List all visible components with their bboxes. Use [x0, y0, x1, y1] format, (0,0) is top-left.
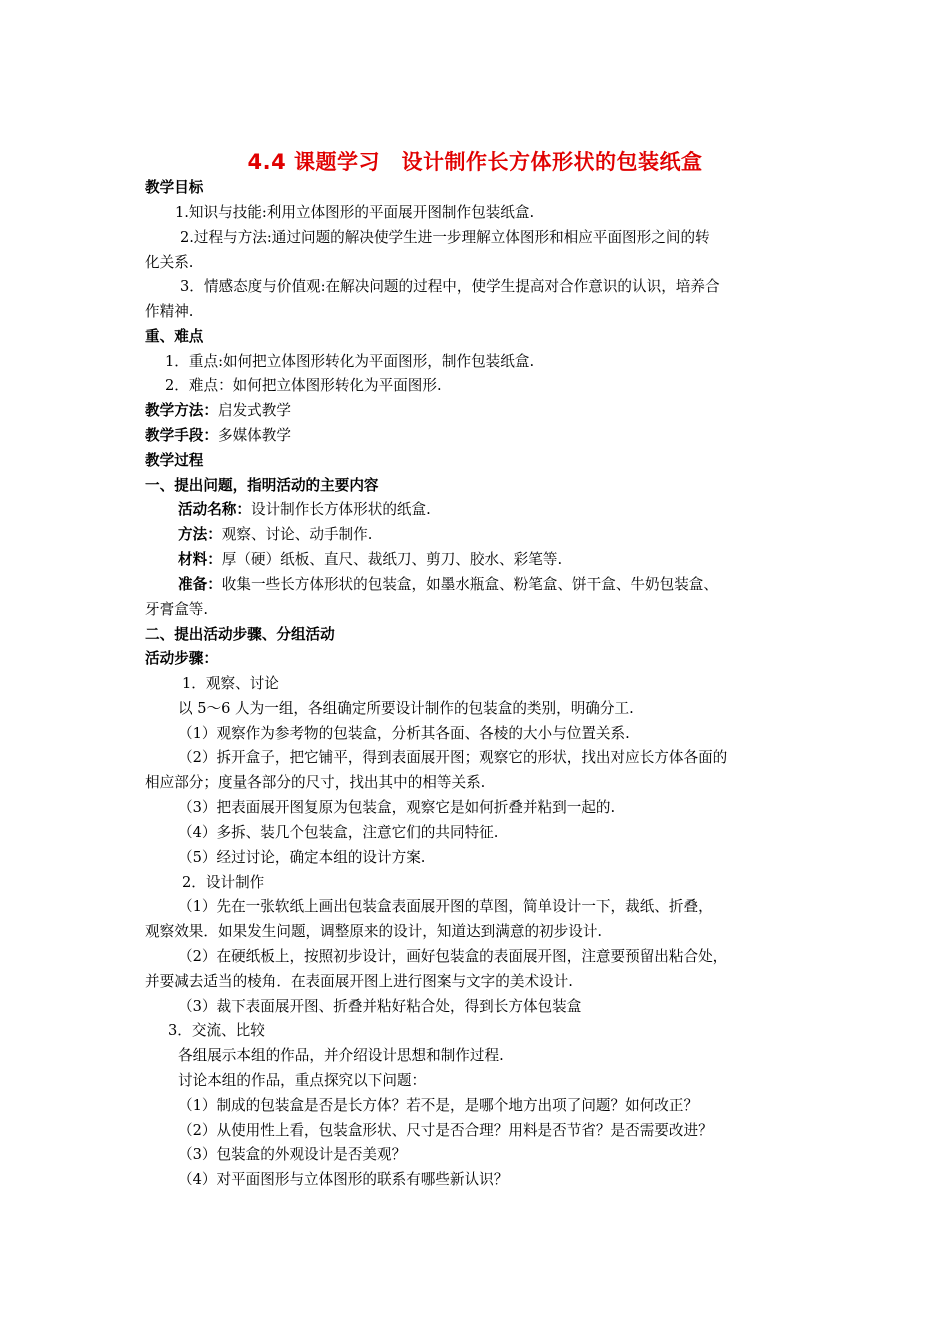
teaching-means-label: 教学手段：: [145, 427, 218, 444]
step-1-intro: 以 5～6 人为一组，各组确定所要设计制作的包装盒的类别，明确分工.: [178, 700, 634, 717]
step-2-title: 2．设计制作: [182, 874, 265, 891]
goal-3-line1: 3．情感态度与价值观:在解决问题的过程中，使学生提高对合作意识的认识，培养合: [180, 278, 720, 295]
step-1-item-1: （1）观察作为参考物的包装盒，分析其各面、各棱的大小与位置关系.: [178, 725, 630, 742]
question-1: （1）制成的包装盒是否是长方体？若不是，是哪个地方出项了问题？如何改正？: [178, 1097, 699, 1114]
step-1-item-4: （4）多拆、装几个包装盒，注意它们的共同特征.: [178, 824, 499, 841]
activity-material: [178, 550, 562, 570]
teaching-method-value: 启发式教学: [217, 402, 291, 419]
step-2-item-2-line2: 并要减去适当的棱角．在表面展开图上进行图案与文字的美术设计.: [145, 973, 573, 990]
question-3: （3）包装盒的外观设计是否美观？: [178, 1146, 407, 1163]
activity-prep-value: 收集一些长方体形状的包装盒，如墨水瓶盒、粉笔盒、饼干盒、牛奶包装盒、: [221, 576, 718, 593]
process-heading: 教学过程: [145, 452, 204, 469]
activity-material-label: 材料：: [178, 551, 222, 568]
step-3-intro: 各组展示本组的作品，并介绍设计思想和制作过程.: [178, 1047, 504, 1064]
goals-heading: 教学目标: [145, 179, 204, 196]
goal-2-line2: 化关系.: [145, 254, 194, 271]
activity-prep: [178, 575, 718, 595]
activity-prep-label: 准备：: [178, 576, 222, 593]
teaching-means: [145, 426, 291, 446]
step-1-item-2-line1: （2）拆开盒子，把它铺平，得到表面展开图；观察它的形状，找出对应长方体各面的: [178, 749, 728, 766]
steps-heading: 活动步骤：: [145, 650, 218, 667]
step-1-item-5: （5）经过讨论，确定本组的设计方案.: [178, 849, 426, 866]
activity-method-label: 方法：: [178, 526, 222, 543]
part2-heading: 二、提出活动步骤、分组活动: [145, 626, 335, 643]
goal-3-line2: 作精神.: [145, 303, 194, 320]
step-2-item-3: （3）裁下表面展开图、折叠并粘好粘合处，得到长方体包装盒: [178, 998, 582, 1015]
activity-name-label: 活动名称：: [178, 501, 251, 518]
goal-2-line1: 2.过程与方法:通过问题的解决使学生进一步理解立体图形和相应平面图形之间的转: [180, 229, 710, 246]
step-2-item-1-line1: （1）先在一张软纸上画出包装盒表面展开图的草图，简单设计一下，裁纸、折叠，: [178, 898, 713, 915]
keypoint-1: 1．重点:如何把立体图形转化为平面图形，制作包装纸盒.: [165, 353, 535, 370]
keypoints-heading: 重、难点: [145, 328, 204, 345]
teaching-method: [145, 401, 291, 421]
document-title: 4.4 课题学习 设计制作长方体形状的包装纸盒: [247, 150, 703, 174]
activity-name-value: 设计制作长方体形状的纸盒.: [250, 501, 431, 518]
activity-name: [178, 500, 431, 520]
activity-prep-cont: 牙膏盒等.: [145, 601, 209, 618]
activity-method: [178, 525, 372, 545]
question-4: （4）对平面图形与立体图形的联系有哪些新认识？: [178, 1171, 509, 1188]
step-1-item-2-line2: 相应部分；度量各部分的尺寸，找出其中的相等关系.: [145, 774, 486, 791]
question-2: （2）从使用性上看，包装盒形状、尺寸是否合理？用料是否节省？是否需要改进？: [178, 1122, 713, 1139]
teaching-method-label: 教学方法：: [145, 402, 218, 419]
step-3-title: 3．交流、比较: [168, 1022, 265, 1039]
teaching-means-value: 多媒体教学: [217, 427, 291, 444]
part1-heading: 一、提出问题，指明活动的主要内容: [145, 477, 379, 494]
step-3-question-intro: 讨论本组的作品，重点探究以下问题：: [178, 1072, 427, 1089]
keypoint-2: 2．难点：如何把立体图形转化为平面图形.: [165, 377, 442, 394]
step-1-title: 1．观察、讨论: [182, 675, 279, 692]
step-1-item-3: （3）把表面展开图复原为包装盒，观察它是如何折叠并粘到一起的.: [178, 799, 616, 816]
step-2-item-2-line1: （2）在硬纸板上，按照初步设计，画好包装盒的表面展开图，注意要预留出粘合处，: [178, 948, 728, 965]
activity-material-value: 厚（硬）纸板、直尺、裁纸刀、剪刀、胶水、彩笔等.: [221, 551, 563, 568]
goal-1: 1.知识与技能:利用立体图形的平面展开图制作包装纸盒.: [175, 204, 535, 221]
step-2-item-1-line2: 观察效果．如果发生问题，调整原来的设计，知道达到满意的初步设计.: [145, 923, 603, 940]
activity-method-value: 观察、讨论、动手制作.: [221, 526, 373, 543]
